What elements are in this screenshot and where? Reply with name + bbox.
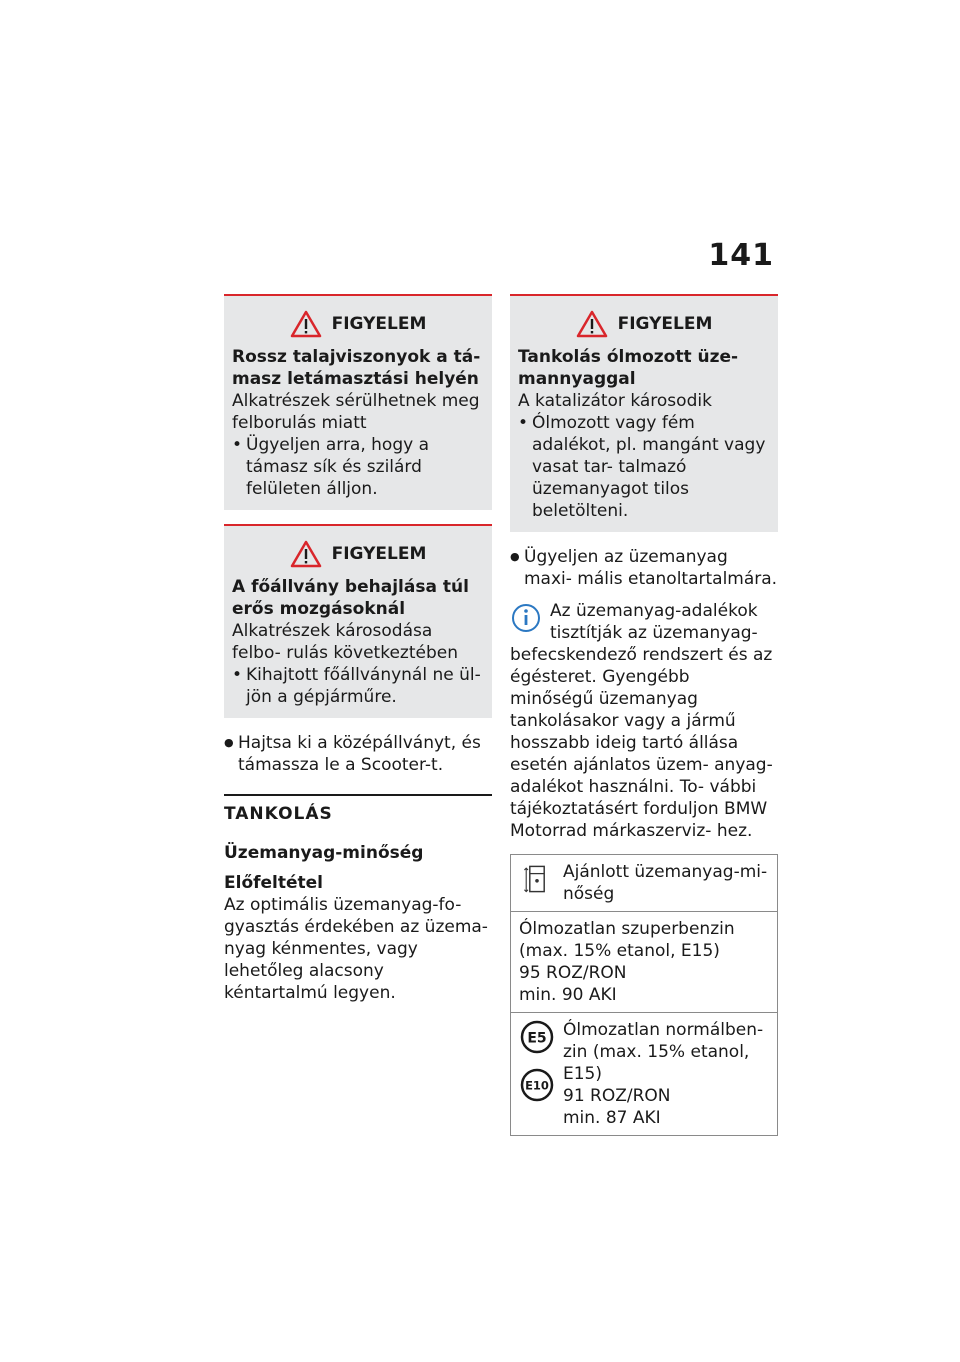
section-heading: Üzemanyag-minőség <box>224 843 424 863</box>
warning-box-leaded-fuel <box>510 294 778 532</box>
fuel-table-row-premium <box>511 911 777 1012</box>
warning-header <box>518 310 770 338</box>
info-icon <box>510 602 542 634</box>
section-refueling <box>224 794 492 1004</box>
warning-bullet: • Ügyeljen arra, hogy a támasz sík és szilárd felületen álljon. <box>232 434 484 500</box>
warning-subtitle: Tankolás ólmozott üze- mannyaggal <box>518 347 739 389</box>
fuel-table-row-regular <box>511 1012 777 1135</box>
warning-title: FIGYELEM <box>331 544 427 564</box>
instruction-step: ● Ügyeljen az üzemanyag maxi- mális etanoltartalmára. <box>510 546 778 590</box>
ethanol-badges <box>519 1019 555 1129</box>
fuel-table-cell: 91 ROZ/RON <box>563 1086 671 1106</box>
fuel-pump-icon <box>519 861 555 897</box>
warning-box-support <box>224 294 492 510</box>
warning-triangle-icon <box>290 540 322 568</box>
warning-box-stand <box>224 524 492 718</box>
fuel-table-header <box>511 855 777 911</box>
warning-subtitle: A főállvány behajlása túl erős mozgásoknál <box>232 577 469 619</box>
warning-title: FIGYELEM <box>617 314 713 334</box>
warning-subtitle: Rossz talajviszonyok a tá- masz letámasztási helyén <box>232 347 481 389</box>
fuel-table-cell: Ólmozatlan szuperbenzin <box>519 919 735 939</box>
warning-bullet: • Kihajtott főállványnál ne ül- jön a gépjárműre. <box>232 664 484 708</box>
e10-badge-label: E10 <box>525 1078 549 1093</box>
right-column <box>510 294 778 1136</box>
warning-text: Alkatrészek sérülhetnek meg felborulás miatt <box>232 391 480 433</box>
e5-badge-icon <box>519 1019 555 1055</box>
fuel-table-cell: min. 90 AKI <box>519 985 617 1005</box>
warning-bullet: • Ólmozott vagy fém adalékot, pl. mangánt vagy vasat tar- talmazó üzemanyagot tilos beletölteni. <box>518 412 770 522</box>
info-text-rest: befecskendező rendszert és az égésteret. Gyengébb minőségű üzemanyag tankolásakor vagy a jármű hosszabb ideig tartó állása esetén ajánlatos üzem- anyag-adalékot használni. To- vábbi tájékoztatásért forduljon BMW Motorrad márkaszerviz- hez. <box>510 645 773 841</box>
section-subheading: Előfeltétel <box>224 873 324 893</box>
warning-text: Alkatrészek károsodása felbo- rulás következtében <box>232 621 458 663</box>
warning-triangle-icon <box>576 310 608 338</box>
warning-triangle-icon <box>290 310 322 338</box>
warning-title: FIGYELEM <box>331 314 427 334</box>
fuel-table-cell: min. 87 AKI <box>563 1108 661 1128</box>
fuel-table-cell: Ólmozatlan normálben- zin (max. 15% etanol, E15) <box>563 1020 764 1084</box>
fuel-table-cell: (max. 15% etanol, E15) <box>519 941 720 961</box>
e5-badge-label: E5 <box>527 1030 547 1047</box>
left-column <box>224 294 492 1004</box>
page-number: 141 <box>708 238 774 273</box>
info-text-first: Az üzemanyag-adalékok tisztítják az üzemanyag- <box>550 601 758 643</box>
fuel-table-cells <box>563 1019 769 1129</box>
section-title: TANKOLÁS <box>224 804 333 824</box>
e10-badge-icon <box>519 1067 555 1103</box>
warning-header <box>232 310 484 338</box>
fuel-table-header-text: Ajánlott üzemanyag-mi- nőség <box>563 862 768 904</box>
warning-text: A katalizátor károsodik <box>518 391 712 411</box>
warning-header <box>232 540 484 568</box>
info-note <box>510 600 778 842</box>
section-text: Az optimális üzemanyag-fo- gyasztás érdekében az üzema- nyag kénmentes, vagy lehetőleg alacsony kéntartalmú legyen. <box>224 895 488 1003</box>
instruction-step: ● Hajtsa ki a középállványt, és támassza le a Scooter-t. <box>224 732 492 776</box>
fuel-quality-table <box>510 854 778 1136</box>
fuel-table-cell: 95 ROZ/RON <box>519 963 627 983</box>
